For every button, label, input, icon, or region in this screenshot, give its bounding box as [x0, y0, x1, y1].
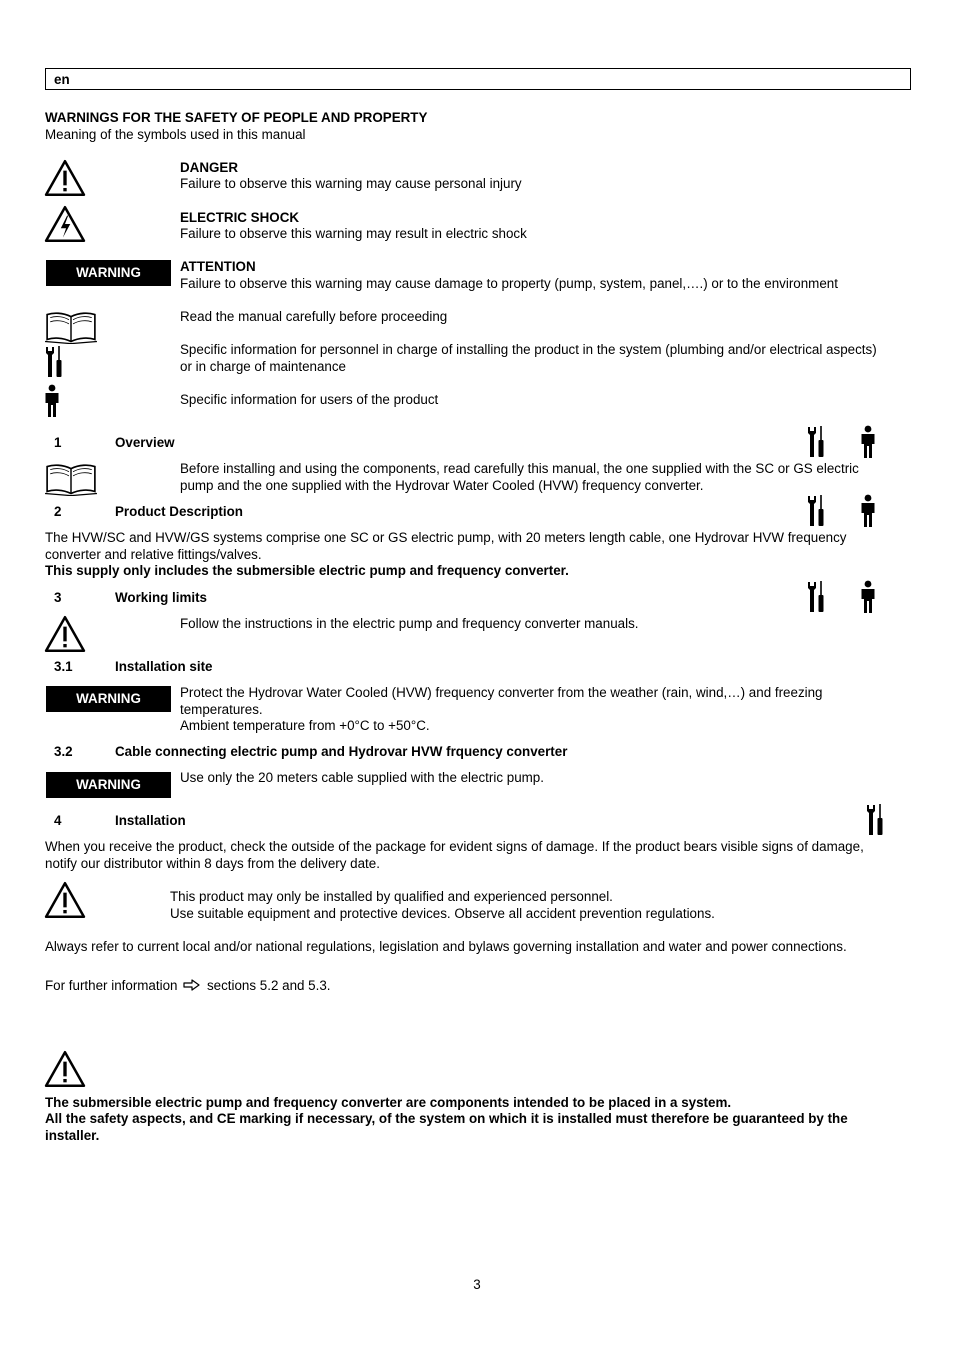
section-2-number: 2	[54, 504, 62, 519]
warning-badge: WARNING	[46, 772, 171, 798]
section-3-title: Working limits	[115, 590, 208, 605]
section-1-title: Overview	[115, 435, 175, 450]
regulations-text: Always refer to current local and/or national regulations, legislation and bylaws governing installation and water and power connections.	[45, 939, 847, 954]
section-4-number: 4	[54, 813, 62, 828]
warning-triangle-icon	[44, 881, 86, 919]
shock-text: Failure to observe this warning may result in electric shock	[180, 226, 527, 241]
further-info-prefix: For further information	[45, 978, 178, 993]
further-info-suffix: sections 5.2 and 5.3.	[206, 978, 331, 993]
section-2-text: The HVW/SC and HVW/GS systems comprise one SC or GS electric pump, with 20 meters length cable, one Hydrovar HVW frequency converter and relative fittings/valves.	[45, 530, 847, 562]
qualified-personnel-text: This product may only be installed by qualified and experienced personnel.	[170, 889, 613, 904]
section-1-text: Before installing and using the components, read carefully this manual, the one supplied with the SC or GS electric pump and the one supplied with the Hydrovar Water Cooled (HVW) frequency converter.	[180, 461, 859, 493]
language-label: en	[45, 68, 911, 90]
electric-shock-icon	[44, 205, 86, 243]
installer-text: Specific information for personnel in charge of installing the product in the system (plumbing and/or electrical aspects) or in charge of maintenance	[180, 342, 877, 374]
section-3-2-title: Cable connecting electric pump and Hydrovar HVW frquency converter	[115, 744, 568, 759]
section-3-1-temperature: Ambient temperature from +0°C to +50°C.	[180, 718, 430, 733]
warning-badge: WARNING	[46, 260, 171, 286]
danger-text: Failure to observe this warning may cause personal injury	[180, 176, 522, 191]
final-warning-line-2: All the safety aspects, and CE marking if necessary, of the system on which it is installed must therefore be guaranteed by the installer.	[45, 1111, 848, 1143]
tools-icon	[806, 425, 826, 459]
section-3-text: Follow the instructions in the electric pump and frequency converter manuals.	[180, 616, 639, 631]
section-4-title: Installation	[115, 813, 186, 828]
tools-icon	[806, 494, 826, 528]
warning-triangle-icon	[44, 615, 86, 653]
user-icon	[860, 494, 876, 528]
open-book-icon	[44, 310, 98, 344]
section-1-number: 1	[54, 435, 62, 450]
section-3-1-title: Installation site	[115, 659, 213, 674]
user-icon	[860, 580, 876, 614]
user-text: Specific information for users of the product	[180, 392, 439, 407]
section-3-1-number: 3.1	[54, 659, 73, 674]
tools-icon	[865, 803, 885, 837]
attention-text: Failure to observe this warning may cause damage to property (pump, system, panel,….) or to the environment	[180, 276, 838, 291]
section-2-title: Product Description	[115, 504, 243, 519]
arrow-right-icon	[183, 979, 201, 991]
user-icon	[44, 384, 60, 418]
tools-icon	[44, 345, 64, 379]
further-info-line	[45, 977, 331, 994]
warning-badge: WARNING	[46, 686, 171, 712]
safety-title: WARNINGS FOR THE SAFETY OF PEOPLE AND PROPERTY	[45, 110, 428, 125]
tools-icon	[806, 580, 826, 614]
danger-title: DANGER	[180, 160, 239, 175]
page-number: 3	[473, 1277, 481, 1292]
shock-title: ELECTRIC SHOCK	[180, 210, 300, 225]
warning-triangle-icon	[44, 1050, 86, 1088]
section-3-number: 3	[54, 590, 62, 605]
user-icon	[860, 425, 876, 459]
manual-text: Read the manual carefully before proceeding	[180, 309, 448, 324]
equipment-text: Use suitable equipment and protective devices. Observe all accident prevention regulations.	[170, 906, 715, 921]
warning-triangle-icon	[44, 159, 86, 197]
section-3-2-number: 3.2	[54, 744, 73, 759]
attention-title: ATTENTION	[180, 259, 256, 274]
section-2-bold-text: This supply only includes the submersible electric pump and frequency converter.	[45, 563, 569, 578]
open-book-icon	[44, 462, 98, 496]
final-warning-line-1: The submersible electric pump and frequency converter are components intended to be placed in a system.	[45, 1095, 732, 1110]
section-3-2-text: Use only the 20 meters cable supplied with the electric pump.	[180, 770, 544, 785]
section-4-text: When you receive the product, check the outside of the package for evident signs of damage. If the product bears visible signs of damage, notify our distributor within 8 days from the delivery date.	[45, 839, 864, 871]
safety-subtitle: Meaning of the symbols used in this manual	[45, 127, 306, 142]
section-3-1-text: Protect the Hydrovar Water Cooled (HVW) frequency converter from the weather (rain, wind,…) and freezing temperatures.	[180, 685, 823, 717]
